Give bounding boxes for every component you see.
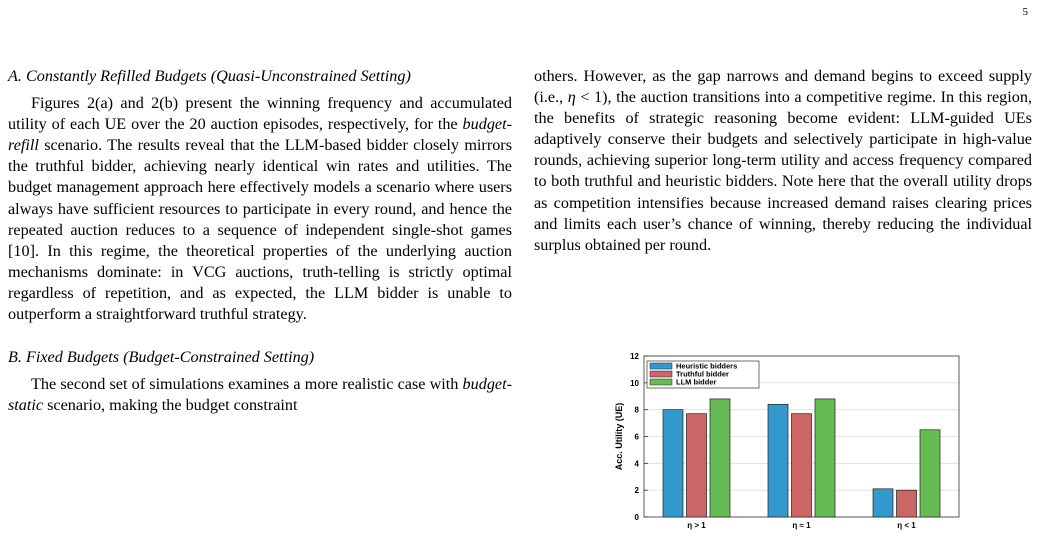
legend-label: Truthful bidder <box>676 369 729 379</box>
bar <box>815 399 835 517</box>
bar <box>897 490 917 517</box>
right-paragraph <box>534 66 1032 256</box>
text-run: < 1), the auction transitions into a competitive regime. In this region, the benefits of strategic reasoning become evident: LLM-guided UEs adaptively conserve their budgets and selectively participate in high-value rounds, achieving superior long-term utility and access frequency compared to both truthful and heuristic bidders. Note here that the overall utility drops as competition intensifies because increased demand raises clearing prices and limits each user’s chance of winning, thereby reducing the individual surplus obtained per round. <box>534 88 1032 254</box>
x-tick-label: η ≈ 1 <box>792 521 811 530</box>
y-tick-label: 6 <box>634 432 639 442</box>
y-tick-label: 4 <box>634 459 639 469</box>
y-tick-label: 12 <box>630 352 639 361</box>
legend-swatch <box>650 363 672 369</box>
utility-figure <box>604 348 964 544</box>
y-tick-label: 0 <box>634 513 639 522</box>
legend-label: LLM bidder <box>676 377 717 387</box>
right-column <box>534 66 1032 256</box>
italic-text: η <box>567 88 576 107</box>
bar <box>663 410 683 517</box>
legend-swatch <box>650 379 672 385</box>
italic-text: budget-refill <box>8 115 512 155</box>
x-tick-label: η < 1 <box>897 521 916 530</box>
bar <box>920 430 940 517</box>
section-b-paragraph <box>8 374 512 416</box>
bar <box>687 414 707 517</box>
y-axis-label: Acc. Utility (UE) <box>614 402 624 471</box>
text-run: scenario. The results reveal that the LLM-based bidder closely mirrors the truthful bidder, achieving nearly identical win rates and utilities. The budget management approach here effectively models a scenario where users always have sufficient resources to participate in every round, and hence the repeated auction reduces to a sequence of independent single-shot games [10]. In this regime, the theoretical properties of the underlying auction mechanisms dominate: in VCG auctions, truth-telling is strictly optimal regardless of repetition, and as expected, the LLM bidder is unable to outperform a straightforward truthful strategy. <box>8 136 512 324</box>
x-tick-label: η > 1 <box>687 521 706 530</box>
bar <box>792 414 812 517</box>
utility-bar-chart <box>604 348 964 544</box>
text-run: others. However, as the gap narrows and demand begins to exceed supply (i.e., <box>534 67 1032 107</box>
legend-label: Heuristic bidders <box>676 361 738 371</box>
italic-text: budget-static <box>8 375 512 415</box>
legend-swatch <box>650 371 672 377</box>
bar <box>768 404 788 517</box>
text-run: scenario, making the budget constraint <box>43 396 298 415</box>
y-tick-label: 8 <box>634 405 639 415</box>
text-run: Figures 2(a) and 2(b) present the winning frequency and accumulated utility of each UE over the 20 auction episodes, respectively, for the <box>8 94 512 134</box>
left-column <box>8 66 512 416</box>
section-a-heading: A. Constantly Refilled Budgets (Quasi-Unconstrained Setting) <box>8 67 411 85</box>
bar <box>710 399 730 517</box>
bar <box>873 489 893 517</box>
page-number: 5 <box>1022 6 1028 18</box>
y-tick-label: 10 <box>630 378 639 388</box>
text-run: The second set of simulations examines a more realistic case with <box>31 375 463 394</box>
section-b-heading: B. Fixed Budgets (Budget-Constrained Setting) <box>8 348 315 367</box>
section-a-paragraph <box>8 93 512 325</box>
y-tick-label: 2 <box>634 486 639 496</box>
